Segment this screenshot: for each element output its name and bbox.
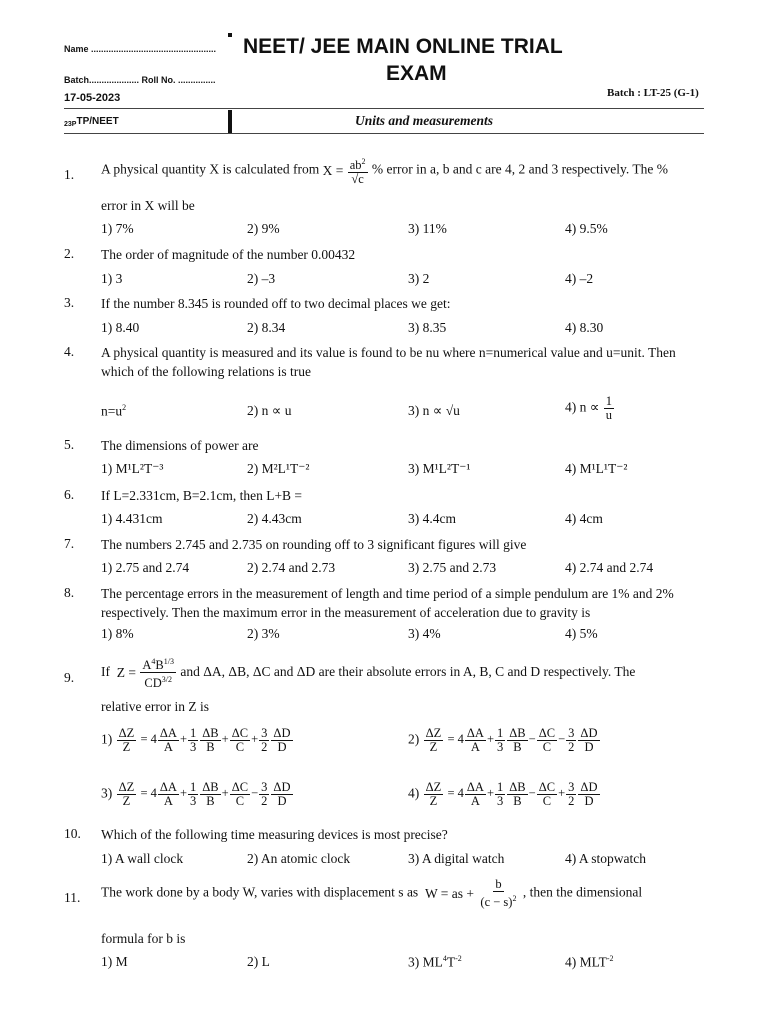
question-number: 10. [64,826,81,841]
option-1[interactable]: 1) A wall clock [101,851,184,866]
option-1[interactable]: 1) 8% [101,626,134,641]
name-field-label: Name .................................................. [64,44,217,54]
option-2[interactable]: 2) –3 [247,271,276,286]
option-2[interactable]: 2) 4.43cm [247,511,302,526]
batch-code: Batch : LT-25 (G-1) [607,87,699,99]
option-2[interactable]: 2) M²L¹T⁻² [247,461,310,476]
option-2[interactable]: 2) n ∝ u [247,403,292,418]
question-number: 5. [64,437,75,452]
paper-code-prefix: 23P [64,121,77,128]
option-3[interactable]: 3) 2.75 and 2.73 [408,560,497,575]
header-dot [228,33,232,37]
option-3[interactable]: 3) 11% [408,221,447,236]
topic-title: Units and measurements [355,113,494,128]
question-text-cont: relative error in Z is [101,699,209,714]
option-4[interactable]: 4) 4cm [565,511,603,526]
option-4[interactable]: 4) $\frac{\Delta Z}{Z}$ = 4 $\frac{\Delta A}{A}$ + $\frac{1}{3}$ $\frac{\Delta B}{B}$ − $\frac{\Delta C}{C}$ + $\frac{3}{2}$ $\frac{\Delta D}{D}$ [408,780,598,808]
option-2[interactable]: 2) 8.34 [247,320,286,335]
option-3[interactable]: 3) 2 [408,271,430,286]
option-4[interactable]: 4) n ∝ $\frac{1}{u}$ [565,394,613,422]
option-1[interactable]: 1) M [101,954,128,969]
question-number: 7. [64,536,75,551]
option-3[interactable]: 3) 4% [408,626,441,641]
paper-code [64,113,119,131]
question-number: 4. [64,344,75,359]
formula-x: X = $\frac{ab^2}{√c}$ [322,157,366,187]
question-text: The numbers 2.745 and 2.735 on rounding off to 3 significant figures will give [101,537,527,552]
option-1[interactable]: 1) 4.431cm [101,511,163,526]
option-2[interactable]: 2) An atomic clock [247,851,351,866]
option-3[interactable]: 3) M¹L²T⁻¹ [408,461,471,476]
option-3[interactable]: 3) n ∝ √u [408,403,460,418]
option-2[interactable]: 2) 2.74 and 2.73 [247,560,336,575]
option-2[interactable]: 2) L [247,954,270,969]
question-text: If Z = $\frac{A^4B^{1/3}}{CD^{3/2}}$ and ΔA, ΔB, ΔC and ΔD are their absolute errors in A, B, C and D respectively. The [101,657,636,691]
option-4[interactable]: 4) M¹L¹T⁻² [565,461,628,476]
option-2[interactable]: 2) 3% [247,626,280,641]
header-top-rule [64,108,704,109]
option-1[interactable]: 1) M¹L²T⁻³ [101,461,164,476]
option-1[interactable]: 1) 8.40 [101,320,140,335]
option-4[interactable]: 4) 9.5% [565,221,608,236]
option-4[interactable]: 4) 8.30 [565,320,604,335]
exam-date: 17-05-2023 [64,92,121,104]
option-4[interactable]: 4) 2.74 and 2.74 [565,560,654,575]
option-1[interactable]: 1) 3 [101,271,123,286]
question-number: 6. [64,487,75,502]
exam-title-line2: EXAM [386,62,447,85]
question-text: The order of magnitude of the number 0.00432 [101,247,356,262]
question-text-cont: formula for b is [101,931,186,946]
header-bottom-rule [64,133,704,134]
header-divider-bar [228,110,232,133]
option-4[interactable]: 4) $MLT^{-2}$ [565,954,614,970]
formula-w: W = as + $\frac{b}{(c - s)^2}$ [421,877,517,910]
question-text: If L=2.331cm, B=2.1cm, then L+B = [101,488,303,503]
question-number: 9. [64,670,75,685]
option-3[interactable]: 3) A digital watch [408,851,505,866]
formula-z: Z = $\frac{A^4B^{1/3}}{CD^{3/2}}$ [113,657,174,691]
option-2[interactable]: 2) 9% [247,221,280,236]
question-number: 11. [64,890,81,905]
question-number: 1. [64,167,75,182]
question-text: A physical quantity is measured and its value is found to be nu where n=numerical value and u=unit. Then which of the following relations is true [101,345,676,379]
question-text-cont: error in X will be [101,198,195,213]
option-1[interactable]: 1) $\frac{\Delta Z}{Z}$ = 4 $\frac{\Delta A}{A}$ + $\frac{1}{3}$ $\frac{\Delta B}{B}$ + $\frac{\Delta C}{C}$ + $\frac{3}{2}$ $\frac{\Delta D}{D}$ [101,726,291,754]
option-2[interactable]: 2) $\frac{\Delta Z}{Z}$ = 4 $\frac{\Delta A}{A}$ + $\frac{1}{3}$ $\frac{\Delta B}{B}$ − $\frac{\Delta C}{C}$ − $\frac{3}{2}$ $\frac{\Delta D}{D}$ [408,726,598,754]
option-1[interactable]: 1) 7% [101,221,134,236]
option-1[interactable]: 1) 2.75 and 2.74 [101,560,190,575]
question-text: The work done by a body W, varies with displacement s as W = as + $\frac{b}{(c - s)^2}$ , then the dimensional [101,877,643,910]
option-1[interactable]: $n=u^2$ [101,403,127,419]
question-text: The dimensions of power are [101,438,259,453]
question-text: The percentage errors in the measurement of length and time period of a simple pendulum are 1% and 2% respectively. Then the maximum error in the measurement of acceleration due to gravity is [101,586,674,620]
question-text: If the number 8.345 is rounded off to two decimal places we get: [101,296,451,311]
option-4[interactable]: 4) –2 [565,271,594,286]
question-text: Which of the following time measuring devices is most precise? [101,827,448,842]
paper-code-main: TP/NEET [76,116,119,127]
option-4[interactable]: 4) 5% [565,626,598,641]
question-number: 2. [64,246,75,261]
question-number: 3. [64,295,75,310]
option-4[interactable]: 4) A stopwatch [565,851,646,866]
exam-title-line1: NEET/ JEE MAIN ONLINE TRIAL [243,35,563,58]
batch-roll-label: Batch.................... Roll No. ............... [64,75,216,85]
option-3[interactable]: 3) 8.35 [408,320,447,335]
option-3[interactable]: 3) $\frac{\Delta Z}{Z}$ = 4 $\frac{\Delta A}{A}$ + $\frac{1}{3}$ $\frac{\Delta B}{B}$ + $\frac{\Delta C}{C}$ − $\frac{3}{2}$ $\frac{\Delta D}{D}$ [101,780,291,808]
question-number: 8. [64,585,75,600]
question-text: A physical quantity X is calculated from X = $\frac{ab^2}{√c}$ % error in a, b and c are 4, 2 and 3 respectively. The % [101,157,669,187]
option-3[interactable]: 3) 4.4cm [408,511,456,526]
option-3[interactable]: 3) $ML^4T^{-2}$ [408,954,462,970]
